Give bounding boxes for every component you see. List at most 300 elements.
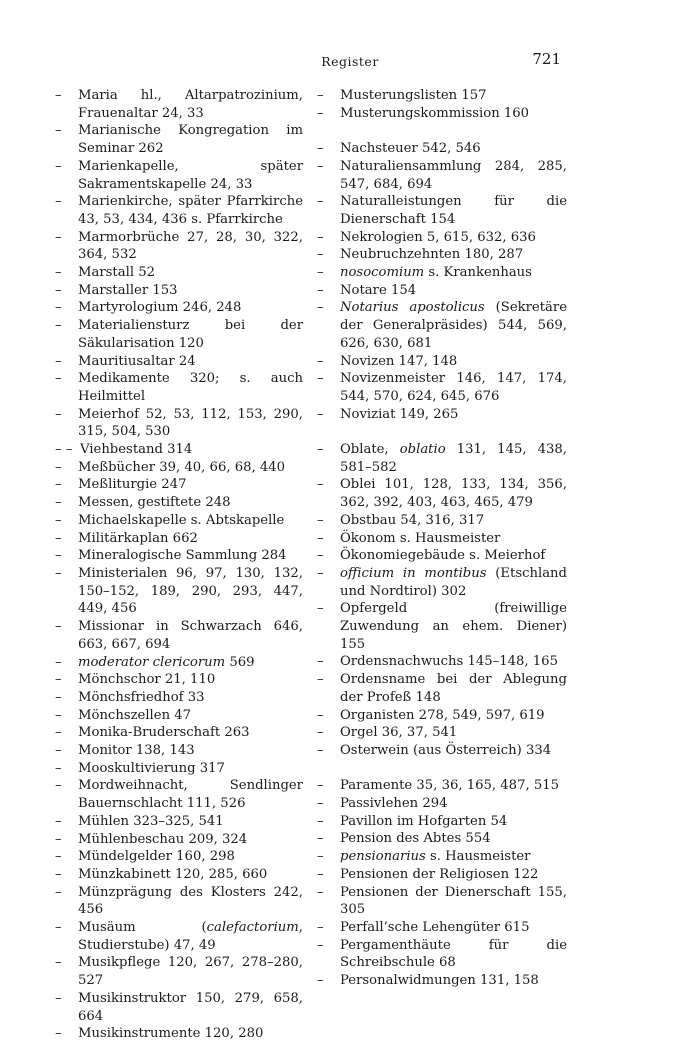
entry-dash: – (317, 141, 324, 157)
entry-text (78, 282, 303, 300)
index-entry (55, 831, 303, 849)
entry-text-main: Neubruchzehnten 180, 287 (340, 247, 524, 263)
index-entry (317, 937, 567, 972)
entry-text-main: Marienkapelle, später Sakramentskapelle 24, 33 (78, 158, 303, 192)
entry-dash: – (55, 530, 62, 546)
entry-text-main: Materialiensturz bei der Säkularisation 120 (78, 318, 303, 351)
index-entry (55, 264, 303, 282)
entry-text (340, 158, 567, 193)
entry-text-main: Marstall 52 (78, 265, 156, 281)
entry-dash: – (317, 601, 324, 617)
entry-text-main: Meßbücher 39, 40, 66, 68, 440 (78, 459, 286, 475)
index-entry (55, 866, 303, 884)
index-entry (317, 919, 567, 937)
entry-text (340, 671, 567, 706)
entry-text (340, 547, 567, 565)
index-entry (317, 813, 567, 831)
entry-text-main: (Etschland und Nordtirol) 302 (340, 565, 567, 599)
entry-text (78, 565, 303, 618)
index-entry (55, 671, 303, 689)
entry-text-main: Musterungskommission 160 (340, 105, 530, 121)
index-entry (55, 459, 303, 477)
index-entry (55, 158, 303, 193)
entry-text-main: Oblate, (340, 442, 400, 458)
entry-dash: – (55, 477, 62, 493)
entry-dash: – (317, 725, 324, 741)
entry-text (78, 299, 303, 317)
entry-text-main: Naturalleistungen für die Dienerschaft 154 (340, 194, 567, 227)
entry-dash: – (317, 477, 324, 493)
entry-dash: – (317, 88, 324, 103)
entry-text (340, 724, 567, 742)
entry-text (78, 317, 303, 352)
entry-dash: – (55, 672, 62, 688)
index-column-right (317, 87, 567, 990)
index-entry (55, 724, 303, 742)
entry-text (78, 760, 303, 778)
entry-text-main: s. Krankenhaus (424, 265, 532, 281)
entry-dash: – (55, 158, 62, 174)
index-column-left (55, 87, 303, 1043)
entry-dash: – (317, 194, 324, 210)
entry-text-main: Medikamente 320; s. auch Heilmittel (78, 371, 303, 404)
entry-text-main: Mönchszellen 47 (78, 707, 192, 723)
entry-dash: – (317, 831, 324, 847)
index-entry (55, 494, 303, 512)
entry-text (78, 122, 303, 157)
index-entry (317, 512, 567, 530)
index-entry (55, 282, 303, 300)
entry-text-main: Ökonom s. Hausmeister (340, 530, 501, 546)
index-entry (317, 246, 567, 264)
index-entry (317, 282, 567, 300)
entry-text (78, 671, 303, 689)
entry-text-main: Nekrologien 5, 615, 632, 636 (340, 229, 536, 245)
entry-text-main: Marianische Kongregation im Seminar 262 (78, 123, 303, 157)
entry-dash: – (317, 371, 324, 387)
entry-text (340, 406, 567, 424)
entry-text-main: Musikinstruktor 150, 279, 658, 664 (78, 990, 303, 1024)
entry-text (78, 742, 303, 760)
index-entry (317, 777, 567, 795)
entry-text (340, 512, 567, 530)
entry-text-main: Passivlehen 294 (340, 796, 448, 812)
entry-term-italic: moderator clericorum (78, 654, 226, 670)
entry-text-main: Mordweihnacht, Sendlinger Bauernschlacht 111, 526 (78, 778, 303, 812)
entry-dash: – (317, 442, 324, 458)
entry-dash: – (317, 265, 324, 281)
entry-text (78, 654, 303, 672)
index-entry (317, 707, 567, 725)
entry-dash: – (55, 495, 62, 511)
entry-text (78, 87, 303, 122)
index-entry (317, 972, 567, 990)
entry-text-main: Naturaliensammlung 284, 285, 547, 684, 694 (340, 158, 567, 192)
entry-dash: – (55, 512, 62, 528)
entry-text (340, 353, 567, 371)
entry-dash: – (55, 565, 62, 581)
index-entry (55, 707, 303, 725)
entry-text (340, 229, 567, 247)
entry-dash: – (55, 866, 62, 882)
entry-dash: – (317, 406, 324, 422)
index-entry (55, 122, 303, 157)
entry-text-after: 131, 145, 438, 581–582 (340, 442, 567, 475)
index-entry (55, 530, 303, 548)
index-entry (317, 724, 567, 742)
index-entry (317, 830, 567, 848)
entry-text (78, 1025, 303, 1043)
entry-text-main: Paramente 35, 36, 165, 487, 515 (340, 778, 560, 794)
entry-dash: – (55, 920, 62, 936)
index-entry (317, 105, 567, 123)
index-entry (55, 565, 303, 618)
entry-dash: – (317, 300, 324, 316)
entry-dash: – (55, 654, 62, 670)
entry-text (340, 884, 567, 919)
entry-dash: – (317, 565, 324, 581)
entry-text (78, 229, 303, 264)
entry-text (78, 158, 303, 193)
index-entry (317, 565, 567, 600)
index-entry (317, 476, 567, 511)
entry-text-main: Ökonomiegebäude s. Meierhof (340, 548, 546, 564)
entry-dash: – (55, 955, 62, 971)
index-entry (317, 742, 567, 760)
running-title: Register (321, 54, 379, 69)
entry-dash: – (317, 796, 324, 812)
index-entry (55, 512, 303, 530)
index-entry (317, 671, 567, 706)
entry-text (340, 530, 567, 548)
entry-dash: – (317, 672, 324, 688)
entry-text-main: Musäum ( (78, 920, 207, 936)
entry-text (78, 547, 303, 565)
entry-text (78, 990, 303, 1025)
entry-term-italic: oblatio (399, 442, 446, 458)
entry-dash: – – (55, 442, 73, 458)
entry-text (78, 264, 303, 282)
index-entry (317, 884, 567, 919)
entry-text (340, 193, 567, 228)
entry-dash: – (55, 88, 62, 103)
entry-text-main: Meßliturgie 247 (78, 477, 187, 493)
entry-text-main: Pavillon im Hofgarten 54 (340, 813, 508, 829)
entry-text-main: Münzkabinett 120, 285, 660 (78, 866, 268, 882)
index-entry (317, 848, 567, 866)
entry-text-main: Musikpflege 120, 267, 278–280, 527 (78, 955, 303, 989)
index-entry (55, 618, 303, 653)
entry-dash: – (55, 194, 62, 210)
entry-text-main: Mündelgelder 160, 298 (78, 849, 235, 865)
index-entry (317, 264, 567, 282)
entry-text-main: Ordensnachwuchs 145–148, 165 (340, 654, 558, 670)
entry-text (78, 866, 303, 884)
entry-text (340, 830, 567, 848)
entry-dash: – (55, 760, 62, 776)
index-entry (317, 353, 567, 371)
entry-dash: – (55, 282, 62, 298)
index-entry (317, 193, 567, 228)
index-entry (55, 353, 303, 371)
entry-text-main: Viehbestand 314 (80, 442, 193, 458)
entry-dash: – (55, 371, 62, 387)
entry-text (78, 919, 303, 954)
entry-text (340, 246, 567, 264)
entry-text-main: Nachsteuer 542, 546 (340, 141, 481, 157)
entry-dash: – (55, 318, 62, 334)
entry-text (78, 476, 303, 494)
entry-term-italic: nosocomium (340, 265, 425, 281)
entry-text (78, 813, 303, 831)
entry-text-main: Opfergeld (freiwillige Zuwendung an ehem. Diener) 155 (340, 601, 567, 652)
section-gap (317, 423, 567, 441)
entry-text-main: Monika-Bruderschaft 263 (78, 725, 250, 741)
entry-dash: – (55, 707, 62, 723)
index-entry (55, 406, 303, 441)
entry-dash: – (317, 353, 324, 369)
entry-text-main: Pergamenthäute für die Schreibschule 68 (340, 937, 567, 971)
entry-text (340, 87, 567, 105)
index-entry (55, 884, 303, 919)
entry-text (340, 972, 567, 990)
entry-dash: – (55, 353, 62, 369)
entry-text-main: 569 (225, 654, 255, 670)
entry-dash: – (317, 229, 324, 245)
entry-text (78, 707, 303, 725)
index-entry (55, 654, 303, 672)
entry-dash: – (317, 973, 324, 989)
entry-text (78, 193, 303, 228)
entry-dash: – (317, 813, 324, 829)
index-entry (317, 229, 567, 247)
entry-dash: – (55, 849, 62, 865)
entry-text (78, 954, 303, 989)
entry-dash: – (55, 725, 62, 741)
entry-text-main: Monitor 138, 143 (78, 743, 195, 759)
entry-text-main: Pensionen der Religiosen 122 (340, 866, 539, 882)
entry-text-main: Mineralogische Sammlung 284 (78, 548, 287, 564)
index-entry (55, 760, 303, 778)
entry-text (340, 565, 567, 600)
index-entry (55, 441, 303, 459)
entry-dash: – (55, 619, 62, 635)
entry-text (78, 459, 303, 477)
entry-text (78, 512, 303, 530)
index-entry (317, 158, 567, 193)
entry-text-main: (Sekretäre der Generalpräsides) 544, 569, 626, 630, 681 (340, 300, 567, 351)
entry-text (340, 600, 567, 653)
entry-text-main: Mühlenbeschau 209, 324 (78, 831, 248, 847)
entry-text-main: Missionar in Schwarzach 646, 663, 667, 694 (78, 619, 303, 652)
entry-text-main: Personalwidmungen 131, 158 (340, 973, 539, 989)
entry-dash: – (55, 813, 62, 829)
entry-dash: – (55, 689, 62, 705)
entry-text (340, 264, 567, 282)
entry-dash: – (55, 459, 62, 475)
index-entry (317, 530, 567, 548)
entry-dash: – (55, 990, 62, 1006)
entry-text (78, 406, 303, 441)
entry-dash: – (55, 229, 62, 245)
index-entry (55, 193, 303, 228)
index-entry (317, 87, 567, 105)
entry-text (78, 777, 303, 812)
entry-text-main: Orgel 36, 37, 541 (340, 725, 458, 741)
entry-dash: – (55, 1026, 62, 1042)
entry-text (340, 299, 567, 352)
page-header (0, 50, 700, 74)
entry-text (340, 937, 567, 972)
index-entry (55, 919, 303, 954)
entry-dash: – (317, 707, 324, 723)
index-entry (317, 795, 567, 813)
entry-text (340, 707, 567, 725)
entry-text (78, 370, 303, 405)
entry-dash: – (317, 778, 324, 794)
entry-text (340, 105, 567, 123)
entry-dash: – (55, 884, 62, 900)
entry-dash: – (317, 548, 324, 564)
entry-text-main: Musikinstrumente 120, 280 (78, 1026, 264, 1042)
entry-text-main: Pensionen der Dienerschaft 155, 305 (340, 884, 567, 918)
entry-text (340, 653, 567, 671)
page-number: 721 (532, 50, 561, 68)
entry-text (340, 476, 567, 511)
entry-dash: – (317, 282, 324, 298)
entry-text (78, 353, 303, 371)
entry-text-main: Obstbau 54, 316, 317 (340, 512, 485, 528)
index-entry (317, 653, 567, 671)
entry-dash: – (317, 158, 324, 174)
index-entry (55, 299, 303, 317)
entry-text-main: Münzprägung des Klosters 242, 456 (78, 884, 303, 918)
entry-text-after: , Studierstube) 47, 49 (78, 920, 303, 953)
entry-dash: – (317, 105, 324, 121)
index-entry (55, 547, 303, 565)
entry-text-main: Novizen 147, 148 (340, 353, 458, 369)
entry-dash: – (317, 920, 324, 935)
entry-dash: – (55, 743, 62, 759)
entry-dash: – (317, 247, 324, 263)
entry-dash: – (55, 265, 62, 281)
entry-dash: – (317, 866, 324, 882)
entry-text (340, 140, 567, 158)
entry-text-main: Organisten 278, 549, 597, 619 (340, 707, 545, 723)
entry-text (78, 831, 303, 849)
index-entry (317, 600, 567, 653)
entry-dash: – (317, 530, 324, 546)
entry-text (340, 441, 567, 476)
entry-dash: – (317, 512, 324, 528)
entry-text-main: Mönchsfriedhof 33 (78, 689, 205, 705)
entry-text (340, 742, 567, 760)
entry-text (340, 866, 567, 884)
index-entry (55, 689, 303, 707)
index-entry (55, 476, 303, 494)
entry-term-italic: calefactorium (206, 920, 299, 936)
entry-text-main: Ordensname bei der Ablegung der Profeß 148 (340, 672, 567, 705)
entry-text (340, 813, 567, 831)
entry-dash: – (317, 849, 324, 865)
entry-text-main: Mauritiusaltar 24 (78, 353, 196, 369)
entry-text-main: Notare 154 (340, 282, 417, 298)
entry-dash: – (317, 742, 324, 758)
index-entry (55, 317, 303, 352)
entry-term-italic: pensionarius (340, 849, 426, 865)
entry-term-italic: Notarius apostolicus (340, 300, 485, 316)
entry-text-main: Musterungslisten 157 (340, 88, 487, 103)
index-entry (55, 990, 303, 1025)
entry-text-main: Marienkirche, später Pfarrkirche 43, 53, 434, 436 s. Pfarrkirche (78, 194, 303, 227)
index-entry (317, 299, 567, 352)
entry-text-main: Perfall’sche Lehengüter 615 (340, 920, 530, 935)
index-entry (317, 406, 567, 424)
entry-text-main: Oblei 101, 128, 133, 134, 356, 362, 392, 403, 463, 465, 479 (340, 477, 567, 511)
entry-text (340, 848, 567, 866)
entry-text (78, 441, 303, 459)
entry-text-main: Osterwein (aus Österreich) 334 (340, 742, 552, 758)
index-entry (55, 848, 303, 866)
entry-dash: – (55, 548, 62, 564)
entry-text-main: Ministerialen 96, 97, 130, 132, 150–152, 189, 290, 293, 447, 449, 456 (78, 565, 303, 617)
entry-text-main: Marmorbrüche 27, 28, 30, 322, 364, 532 (78, 229, 303, 263)
index-entry (55, 1025, 303, 1043)
entry-text-main: Mooskultivierung 317 (78, 760, 225, 776)
entry-text-main: s. Hausmeister (425, 849, 531, 865)
entry-text (340, 370, 567, 405)
entry-dash: – (317, 654, 324, 670)
entry-text-main: Mönchschor 21, 110 (78, 672, 216, 688)
entry-dash: – (55, 831, 62, 847)
index-entry (317, 140, 567, 158)
entry-text-main: Meierhof 52, 53, 112, 153, 290, 315, 504, 530 (78, 406, 303, 440)
index-entry (317, 547, 567, 565)
index-entry (55, 370, 303, 405)
entry-text (78, 618, 303, 653)
entry-text-main: Marstaller 153 (78, 282, 178, 298)
entry-dash: – (317, 884, 324, 900)
entry-term-italic: officium in montibus (340, 565, 487, 581)
entry-dash: – (317, 937, 324, 953)
entry-text-main: Pension des Abtes 554 (340, 831, 491, 847)
section-gap (317, 122, 567, 140)
index-entry (317, 370, 567, 405)
entry-text (78, 884, 303, 919)
entry-text (340, 282, 567, 300)
section-gap (317, 760, 567, 778)
entry-text-main: Novizenmeister 146, 147, 174, 544, 570, 624, 645, 676 (340, 371, 567, 404)
entry-dash: – (55, 406, 62, 422)
entry-text-main: Messen, gestiftete 248 (78, 495, 231, 511)
entry-dash: – (55, 123, 62, 139)
entry-text (78, 689, 303, 707)
entry-dash: – (55, 778, 62, 794)
entry-text (340, 795, 567, 813)
index-entry (55, 742, 303, 760)
entry-text (78, 494, 303, 512)
index-entry (317, 866, 567, 884)
index-entry (55, 954, 303, 989)
index-entry (55, 229, 303, 264)
entry-text (78, 724, 303, 742)
index-entry (317, 441, 567, 476)
entry-text (78, 848, 303, 866)
index-entry (55, 777, 303, 812)
entry-text-main: Martyrologium 246, 248 (78, 300, 242, 316)
entry-text-main: Militärkaplan 662 (78, 530, 198, 546)
entry-dash: – (55, 300, 62, 316)
